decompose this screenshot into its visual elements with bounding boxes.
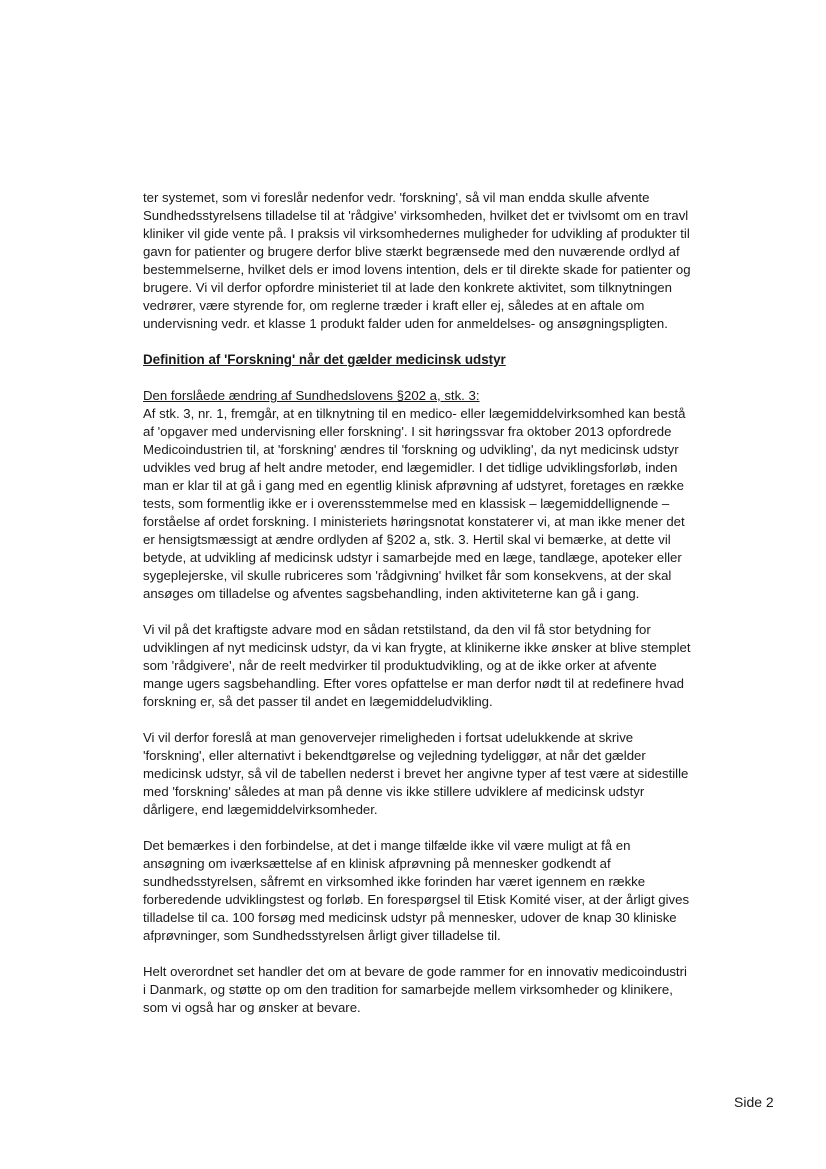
- paragraph-warning: Vi vil på det kraftigste advare mod en sådan retstilstand, da den vil få stor betydning for udviklingen af nyt medicinsk udstyr, da vi kan frygte, at klinikerne ikke ønsker at blive stemplet som 'rådgivere', når de reelt medvirker til produktudvikling, og at de ikke orker at afvente mange ugers sagsbehandling. Efter vores opfattelse er man derfor nødt til at redefinere hvad forskning er, så det passer til andet en lægemiddeludvikling.: [143, 622, 691, 709]
- section-subheading: Den forslåede ændring af Sundhedslovens §202 a, stk. 3:: [143, 388, 480, 403]
- paragraph-conclusion: Helt overordnet set handler det om at bevare de gode rammer for en innovativ medicoindustri i Danmark, og støtte op om den tradition for samarbejde mellem virksomheder og klinikere, som vi også har og ønsker at bevare.: [143, 964, 687, 1015]
- paragraph-proposal: Vi vil derfor foreslå at man genovervejer rimeligheden i fortsat udelukkende at skrive 'forskning', eller alternativt i bekendtgørelse og vejledning tydeliggør, at når det gælder medicinsk udstyr, så vil de tabellen nederst i brevet her angivne typer af test være at sidestille med 'forskning' således at man på denne vis ikke stillere udviklere af medicinsk udstyr dårligere, end lægemiddelvirksomheder.: [143, 730, 689, 817]
- page-number: Side 2: [734, 1094, 774, 1110]
- section-heading: Definition af 'Forskning' når det gælder medicinsk udstyr: [143, 352, 506, 367]
- paragraph-ethics: Det bemærkes i den forbindelse, at det i mange tilfælde ikke vil være muligt at få en ansøgning om iværksættelse af en klinisk afprøvning på mennesker godkendt af sundhedsstyrelsen, såfremt en virksomhed ikke forinden har været igennem en række forberedende udviklingstest og forløb. En forespørgsel til Etisk Komité viser, at der årligt gives tilladelse til ca. 100 forsøg med medicinsk udstyr på mennesker, udover de knap 30 kliniske afprøvninger, som Sundhedsstyrelsen årligt giver tilladelse til.: [143, 838, 690, 943]
- document-body: [143, 189, 691, 1017]
- paragraph-stk3: Af stk. 3, nr. 1, fremgår, at en tilknytning til en medico- eller lægemiddelvirksomhed kan bestå af 'opgaver med undervisning eller forskning'. I sit høringssvar fra oktober 2013 opfordrede Medicoindustrien til, at 'forskning' ændres til 'forskning og udvikling', da nyt medicinsk udstyr udvikles ved brug af helt andre metoder, end lægemidler. I det tidlige udviklingsforløb, inden man er klar til at gå i gang med en egentlig klinisk afprøvning af udstyret, foretages en række tests, som formentlig ikke er i overensstemmelse med en klassisk – lægemiddellignende – forståelse af ordet forskning. I ministeriets høringsnotat konstaterer vi, at man ikke mener det er hensigtsmæssigt at ændre ordlyden af §202 a, stk. 3. Hertil skal vi bemærke, at dette vil betyde, at udvikling af medicinsk udstyr i samarbejde med en læge, tandlæge, apoteker eller sygeplejerske, vil skulle rubriceres som 'rådgivning' hvilket får som konsekvens, at der skal ansøges om tilladelse og afventes sagsbehandling, inden aktiviteterne kan gå i gang.: [143, 406, 686, 601]
- paragraph-intro: ter systemet, som vi foreslår nedenfor vedr. 'forskning', så vil man endda skulle afvente Sundhedsstyrelsens tilladelse til at 'rådgive' virksomheden, hvilket det er tvivlsomt om en travl kliniker vil gide vente på. I praksis vil virksomhedernes muligheder for udvikling af produkter til gavn for patienter og brugere derfor blive stærkt begrænsede med den nuværende ordlyd af bestemmelserne, hvilket dels er imod lovens intention, dels er til direkte skade for patienter og brugere. Vi vil derfor opfordre ministeriet til at lade den konkrete aktivitet, som tilknytningen vedrører, være styrende for, om reglerne træder i kraft eller ej, således at en aftale om undervisning vedr. et klasse 1 produkt falder uden for anmeldelses- og ansøgningspligten.: [143, 190, 691, 331]
